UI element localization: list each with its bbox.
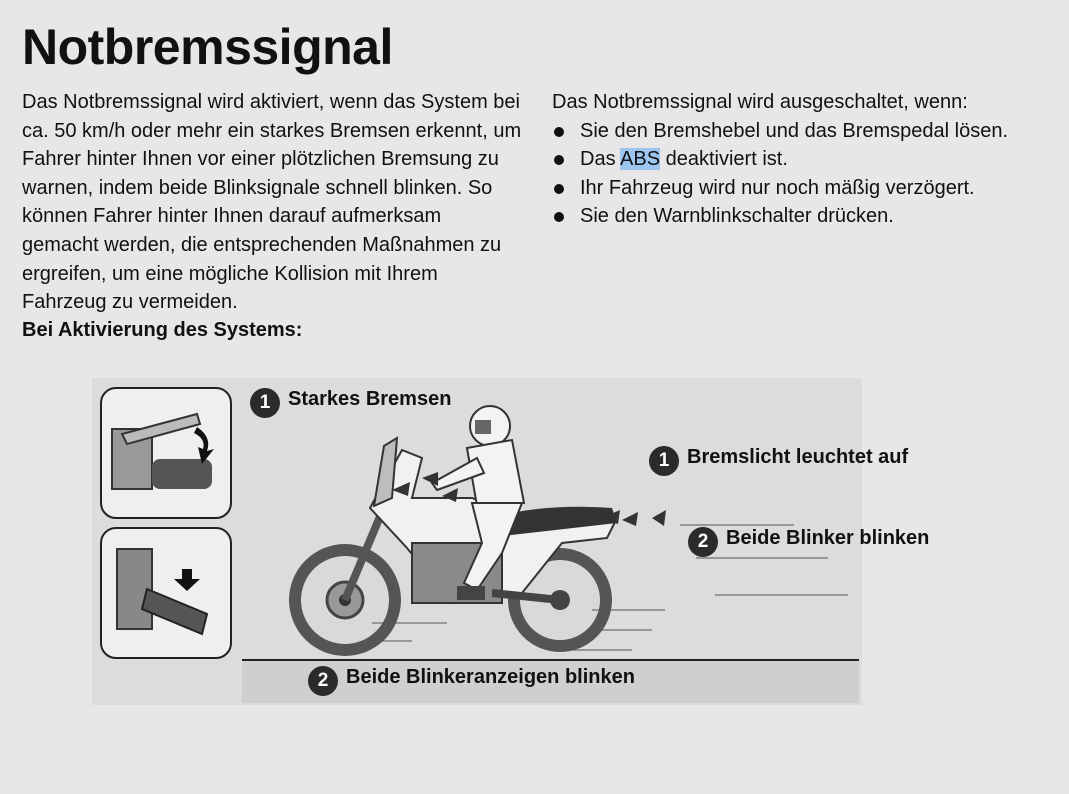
section-subheading: Bei Aktivierung des Systems:	[22, 319, 303, 341]
deactivation-list	[552, 117, 1052, 231]
list-item: Sie den Bremshebel und das Bremspedal lösen.	[552, 117, 1052, 146]
brake-lever-inset	[100, 387, 232, 519]
abs-highlight[interactable]: ABS	[620, 148, 661, 171]
callout-label: Beide Blinkeranzeigen blinken	[346, 665, 635, 688]
callout-indicator-lamps	[308, 662, 635, 692]
brake-lever-drawing	[102, 389, 230, 517]
motorcycle-illustration	[92, 378, 930, 705]
callout-indicators	[688, 523, 929, 553]
step-number-badge: 2	[688, 527, 718, 557]
step-number-badge: 1	[250, 388, 280, 418]
deactivation-conditions	[552, 88, 1052, 231]
list-item	[552, 145, 1052, 174]
list-item-text: deaktiviert ist.	[660, 148, 788, 171]
callout-label: Starkes Bremsen	[288, 387, 452, 410]
description-paragraph: Das Notbremssignal wird aktiviert, wenn das System bei ca. 50 km/h oder mehr ein starkes Bremsen erkennt, um Fahrer hinter Ihnen vor einer plötzlichen Bremsung zu warnen, indem beide Blinksignale schnell blinken. So können Fahrer hinter Ihnen darauf aufmerksam gemacht werden, die entsprechenden Maßnahmen zu ergreifen, um eine mögliche Kollision mit Ihrem Fahrzeug zu vermeiden.	[22, 91, 522, 314]
brake-pedal-inset	[100, 527, 232, 659]
callout-brakelight	[649, 442, 908, 472]
step-number-badge: 2	[308, 666, 338, 696]
callout-label: Beide Blinker blinken	[726, 526, 930, 549]
brake-pedal-drawing	[102, 529, 230, 657]
step-number-badge: 1	[649, 446, 679, 476]
deactivation-intro: Das Notbremssignal wird ausgeschaltet, wenn:	[552, 91, 968, 113]
list-item-text: Das	[580, 148, 621, 171]
page-title: Notbremssignal	[22, 19, 393, 75]
callout-label: Bremslicht leuchtet auf	[687, 445, 909, 468]
callout-strong-braking	[250, 384, 451, 414]
list-item: Sie den Warnblinkschalter drücken.	[552, 202, 1052, 231]
list-item: Ihr Fahrzeug wird nur noch mäßig verzögert.	[552, 174, 1052, 203]
